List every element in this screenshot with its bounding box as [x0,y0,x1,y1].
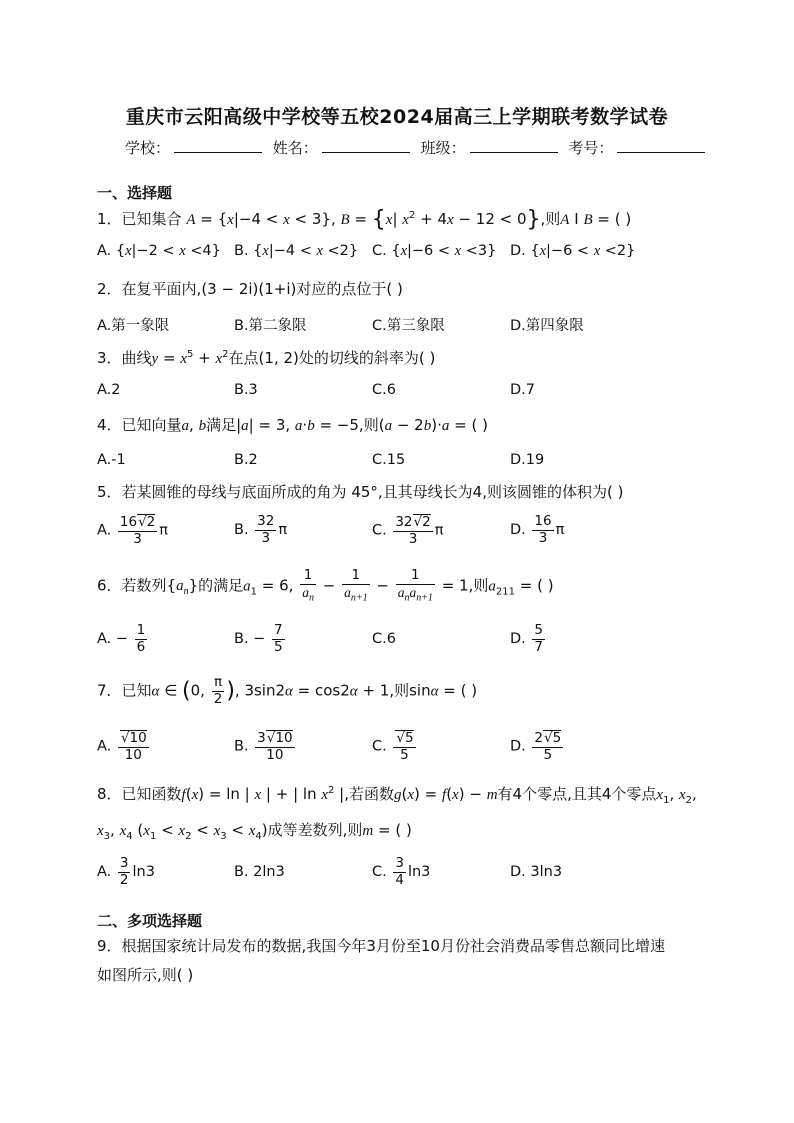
q7-option-b[interactable]: B. $\frac{3√10}{10}$ [234,730,293,763]
q6-option-a[interactable]: A. − $\frac{1}{6}$ [97,622,146,655]
q3-prefix: 3．曲线 [97,349,152,367]
student-info-row [125,137,711,158]
school-blank [174,139,262,153]
q8-option-d[interactable]: D. 3ln3 [510,864,563,880]
question-5: 5．若某圆锥的母线与底面所成的角为 45°,且其母线长为4,则该圆锥的体积为( ) [97,483,624,501]
q4-suffix: ,则 [358,416,379,434]
q8-option-a[interactable]: A. $\frac{3}{2}$ ln3 [97,855,155,888]
q8-option-c[interactable]: C. $\frac{3}{4}$ ln3 [372,855,431,888]
q3-option-d[interactable]: D.7 [510,382,535,398]
question-9-line-1: 9．根据国家统计局发布的数据,我国今年3月份至10月份社会消费品零售总额同比增速 [97,937,665,955]
q6-suffix: ,则 [468,576,489,595]
section-heading-single-choice: 一、选择题 [97,184,173,202]
question-8-line-1: 8．已知函数f(x) = ln | x | + | $\ln x^2$ |,若函数g(x) = f(x) − m有4个零点,且其4个零点$x_1$, $x_2$, [97,785,697,806]
q2-option-c[interactable]: C.第三象限 [372,318,445,334]
q3-suffix: 处的切线的斜率为( ) [298,349,436,367]
question-4: 4．已知向量a, b满足|a| = 3, a·b = −5,则(a − 2b)·a = ( ) [97,416,488,434]
q8-prefix: 8．已知函数 [97,785,182,803]
q8-options [97,856,697,906]
q7-option-a[interactable]: A. $\frac{√10}{10}$ [97,730,147,763]
q4-option-b[interactable]: B.2 [234,452,258,468]
question-6: 6．若数列$\{a_n\}$的满足$a_1 = 6$, $\frac{1}{a_n}$ − $\frac{1}{a_{n+1}}$ − $\frac{1}{a_na_{n+1}}$ = 1,则$a_{211}$ = ( ) [97,567,554,604]
q3-option-c[interactable]: C.6 [372,382,396,398]
q7-options [97,730,697,780]
q7-option-d[interactable]: D. $\frac{2√5}{5}$ [510,730,562,763]
page-title: 重庆市云阳高级中学校等五校2024届高三上学期联考数学试卷 [125,106,669,128]
q3-option-a[interactable]: A.2 [97,382,121,398]
question-1: 1．已知集合 A = {x|−4 < x < 3}, B = {x| $x^2 + 4x - 12 < 0$},则A I B = ( ) [97,207,632,232]
q7-prefix: 7．已知 [97,681,152,700]
q6-mid: 的满足 [198,576,244,595]
q5-option-d[interactable]: D. $\frac{16}{3}$ π [510,513,565,546]
q6-prefix: 6．若数列 [97,576,167,595]
question-9-line-2: 如图所示,则( ) [97,966,194,984]
exam-number-label: 考号： [568,139,614,157]
q3-option-b[interactable]: B.3 [234,382,258,398]
q4-prefix: 4．已知向量 [97,416,182,434]
q5-options [97,514,697,564]
q7-mid: ,则 [389,681,410,700]
name-label: 姓名： [272,139,318,157]
q4-mid: 满足 [206,416,237,434]
q2-suffix: 对应的点位于( ) [296,280,403,298]
exam-number-blank [617,139,705,153]
q4-option-d[interactable]: D.19 [510,452,545,468]
q6-options [97,623,697,673]
q6-frac-3: $\frac{1}{a_na_{n+1}}$ [397,567,433,604]
q2-option-b[interactable]: B.第二象限 [234,318,307,334]
question-3: 3．曲线$y = x^5 + x^2$在点(1, 2)处的切线的斜率为( ) [97,349,436,367]
q8-line2-suffix: 成等差数列,则 [267,821,363,839]
q2-option-d[interactable]: D.第四象限 [510,318,584,334]
q8-option-b[interactable]: B. 2ln3 [234,864,285,880]
q4-vectors: a [181,418,190,434]
q6-option-b[interactable]: B. − $\frac{7}{5}$ [234,622,283,655]
q1-option-b[interactable]: B. {x|−4 < x <2} [234,243,359,259]
q5-option-a[interactable]: A. $\frac{16√2}{3}$ π [97,514,169,547]
q2-prefix: 2．在复平面内, [97,280,202,298]
question-8-line-2: $x_3$, $x_4$ $(x_1 < x_2 < x_3 < x_4)$成等差数列,则m = ( ) [97,821,412,842]
q3-formula: y [151,351,159,367]
q2-formula: (3 − 2i)(1+i) [201,280,297,298]
q6-frac-2: $\frac{1}{a_{n+1}}$ [344,567,368,604]
q6-tail: ( ) [537,576,554,595]
section-heading-multiple-choice: 二、多项选择题 [97,912,203,930]
q2-option-a[interactable]: A.第一象限 [97,318,170,334]
q8-tail: ( ) [395,821,412,839]
class-label: 班级： [420,139,466,157]
q4-option-c[interactable]: C.15 [372,452,406,468]
q1-mid: ,则 [540,210,561,228]
q6-option-c[interactable]: C.6 [372,631,396,647]
q6-frac-1: $\frac{1}{a_n}$ [302,567,314,604]
q8-mid2: 有4个零点,且其4个零点 [497,785,657,803]
q1-prefix: 1．已知集合 [97,210,182,228]
school-label: 学校： [125,139,171,157]
q6-option-d[interactable]: D. $\frac{5}{7}$ [510,622,543,655]
q4-tail: ( ) [471,416,488,434]
q3-mid: 在点 [228,349,259,367]
q1-option-d[interactable]: D. {x|−6 < x <2} [510,243,636,259]
q7-option-c[interactable]: C. $\frac{√5}{5}$ [372,730,414,763]
q8-mid: ,若函数 [344,785,395,803]
q1-formula: A [186,212,196,228]
name-blank [322,139,410,153]
question-7: 7．已知α ∈ (0, $\frac{\pi}{2}$ ), 3sin2α = cos2α + 1,则sinα = ( ) [97,674,478,707]
q5-option-b[interactable]: B. $\frac{32}{3}$ π [234,513,288,546]
q5-option-c[interactable]: C. $\frac{32√2}{3}$ π [372,514,444,547]
q4-option-a[interactable]: A.-1 [97,452,126,468]
q1-option-a[interactable]: A. {x|−2 < x <4} [97,243,221,259]
question-2 [97,278,403,299]
class-blank [470,139,558,153]
q7-tail: ( ) [460,681,478,700]
q1-suffix: ( ) [614,210,632,228]
q1-option-c[interactable]: C. {x|−6 < x <3} [372,243,497,259]
